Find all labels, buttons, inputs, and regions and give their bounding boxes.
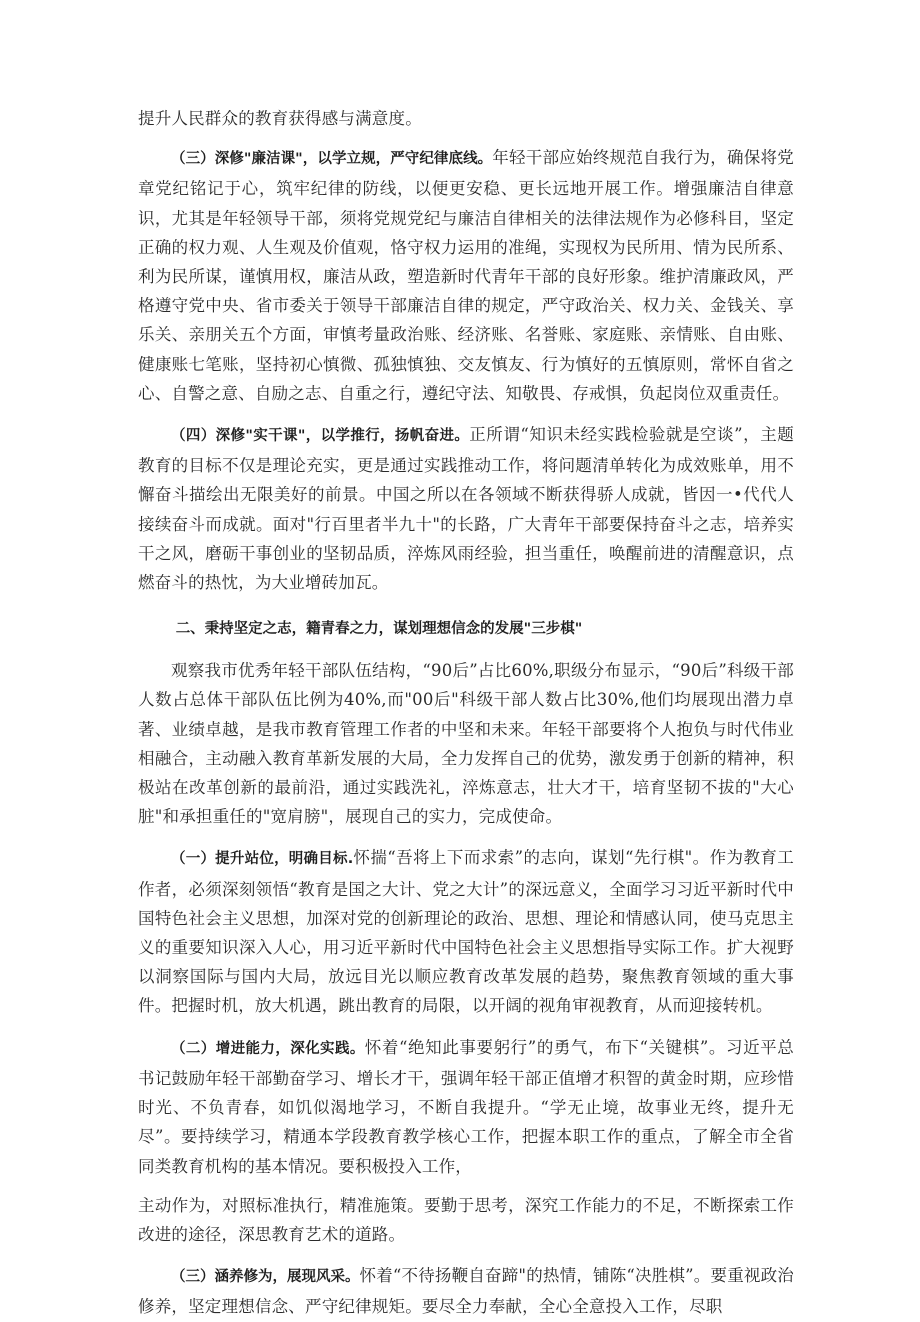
section-four-paragraph: [138, 420, 794, 597]
step-three-paragraph: [138, 1261, 794, 1321]
opening-line: 提升人民群众的教育获得感与满意度。: [138, 109, 422, 128]
step-two-body: 怀着“绝知此事要躬行”的勇气，布下“关键棋”。习近平总书记鼓励年轻干部勤奋学习、增长才干，强调年轻干部正值增才积智的黄金时期，应珍惜时光、不负青春，如饥似渴地学习，不断自我提升。“学无止境，故事业无终，提升无尽”。要持续学习，精通本学段教育教学核心工作，把握本职工作的重点，了解全市全省同类教育机构的基本情况。要积极投入工作，: [138, 1037, 794, 1176]
step-three-lead: （三）涵养修为，展现风采。: [171, 1269, 360, 1286]
step-three-body: 怀着“不待扬鞭自奋蹄"的热情，铺陈“决胜棋”。要重视政治修养，坚定理想信念、严守纪律规矩。要尽全力奉献，全心全意投入工作，尽职: [138, 1266, 794, 1317]
step-one-body: 怀揣“吾将上下而求索”的志向，谋划“先行棋"。作为教育工作者，必须深刻领悟“教育是国之大计、党之大计”的深远意义，全面学习习近平新时代中国特色社会主义思想，加深对党的创新理论的政治、思想、理论和情感认同，使马克思主义的重要知识深入人心，用习近平新时代中国特色社会主义思想指导实际工作。扩大视野以洞察国际与国内大局，放远目光以顺应教育改革发展的趋势，聚焦教育领域的重大事件。把握时机，放大机遇，跳出教育的局限，以开阔的视角审视教育，从而迎接转机。: [138, 848, 794, 1016]
section-four-body: 正所谓“知识未经实践检验就是空谈”，主题教育的目标不仅是理论充实，更是通过实践推动工作，将问题清单转化为成效账单，用不懈奋斗描绘出无限美好的前景。中国之所以在各领域不断获得骄人成就，皆因一•代代人接续奋斗而成就。面对"行百里者半九十"的长路，广大青年干部要保持奋斗之志，培养实干之风，磨砺干事创业的坚韧品质，淬炼风雨经验，担当重任，唤醒前进的清醒意识，点燃奋斗的热忱，为大业增砖加瓦。: [138, 425, 794, 593]
section-three-body: 年轻干部应始终规范自我行为，确保将党章党纪铭记于心，筑牢纪律的防线，以便更安稳、更长远地开展工作。增强廉洁自律意识，尤其是年轻领导干部，须将党规党纪与廉洁自律相关的法律法规作为必修科目，坚定正确的权力观、人生观及价值观，恪守权力运用的准绳，实现权为民所用、情为民所系、利为民所谋，谨慎用权，廉洁从政，塑造新时代青年干部的良好形象。维护清廉政风，严格遵守党中央、省市委关于领导干部廉洁自律的规定，严守政治关、权力关、金钱关、享乐关、亲朋关五个方面，审慎考量政治账、经济账、名誉账、家庭账、亲情账、自由账、健康账七笔账，坚持初心慎微、孤独慎独、交友慎友、行为慎好的五慎原则，常怀自省之心、自警之意、自励之志、自重之行，遵纪守法、知敬畏、存戒惧，负起岗位双重责任。: [138, 148, 795, 403]
section-four-lead: （四）深修"实干课"，以学推行，扬帆奋进。: [171, 428, 470, 445]
section-three-paragraph: [138, 143, 794, 408]
part-two-intro-paragraph: 观察我市优秀年轻干部队伍结构，“90后”占比60%,职级分布显示，“90后”科级干部人数占总体干部队伍比例为40%,而"00后"科级干部人数占比30%,他们均展现出潜力卓著、业绩卓越，是我市教育管理工作者的中坚和未来。年轻干部要将个人抱负与时代伟业相融合，主动融入教育革新发展的大局，全力发挥自己的优势，激发勇于创新的精神，积极站在改革创新的最前沿，通过实践洗礼，淬炼意志，壮大才干，培育坚韧不拔的"大心脏"和承担重任的"宽肩膀"，展现自己的实力，完成使命。: [138, 661, 794, 827]
section-three-lead: （三）深修"廉洁课"，以学立规，严守纪律底线。: [171, 151, 493, 168]
step-two-continuation: 主动作为，对照标准执行，精准施策。要勤于思考，深究工作能力的不足，不断探索工作改进的途径，深思教育艺术的道路。: [138, 1195, 794, 1244]
step-one-lead: （一）提升站位，明确目标.: [171, 851, 354, 868]
step-two-lead: （二）增进能力，深化实践。: [171, 1040, 365, 1057]
step-two-paragraph: [138, 1033, 794, 1181]
document-page: [138, 104, 794, 1322]
part-two-heading: 二、秉持坚定之志，籍青春之力，谋划理想信念的发展"三步棋": [175, 621, 583, 638]
step-one-paragraph: [138, 843, 794, 1020]
